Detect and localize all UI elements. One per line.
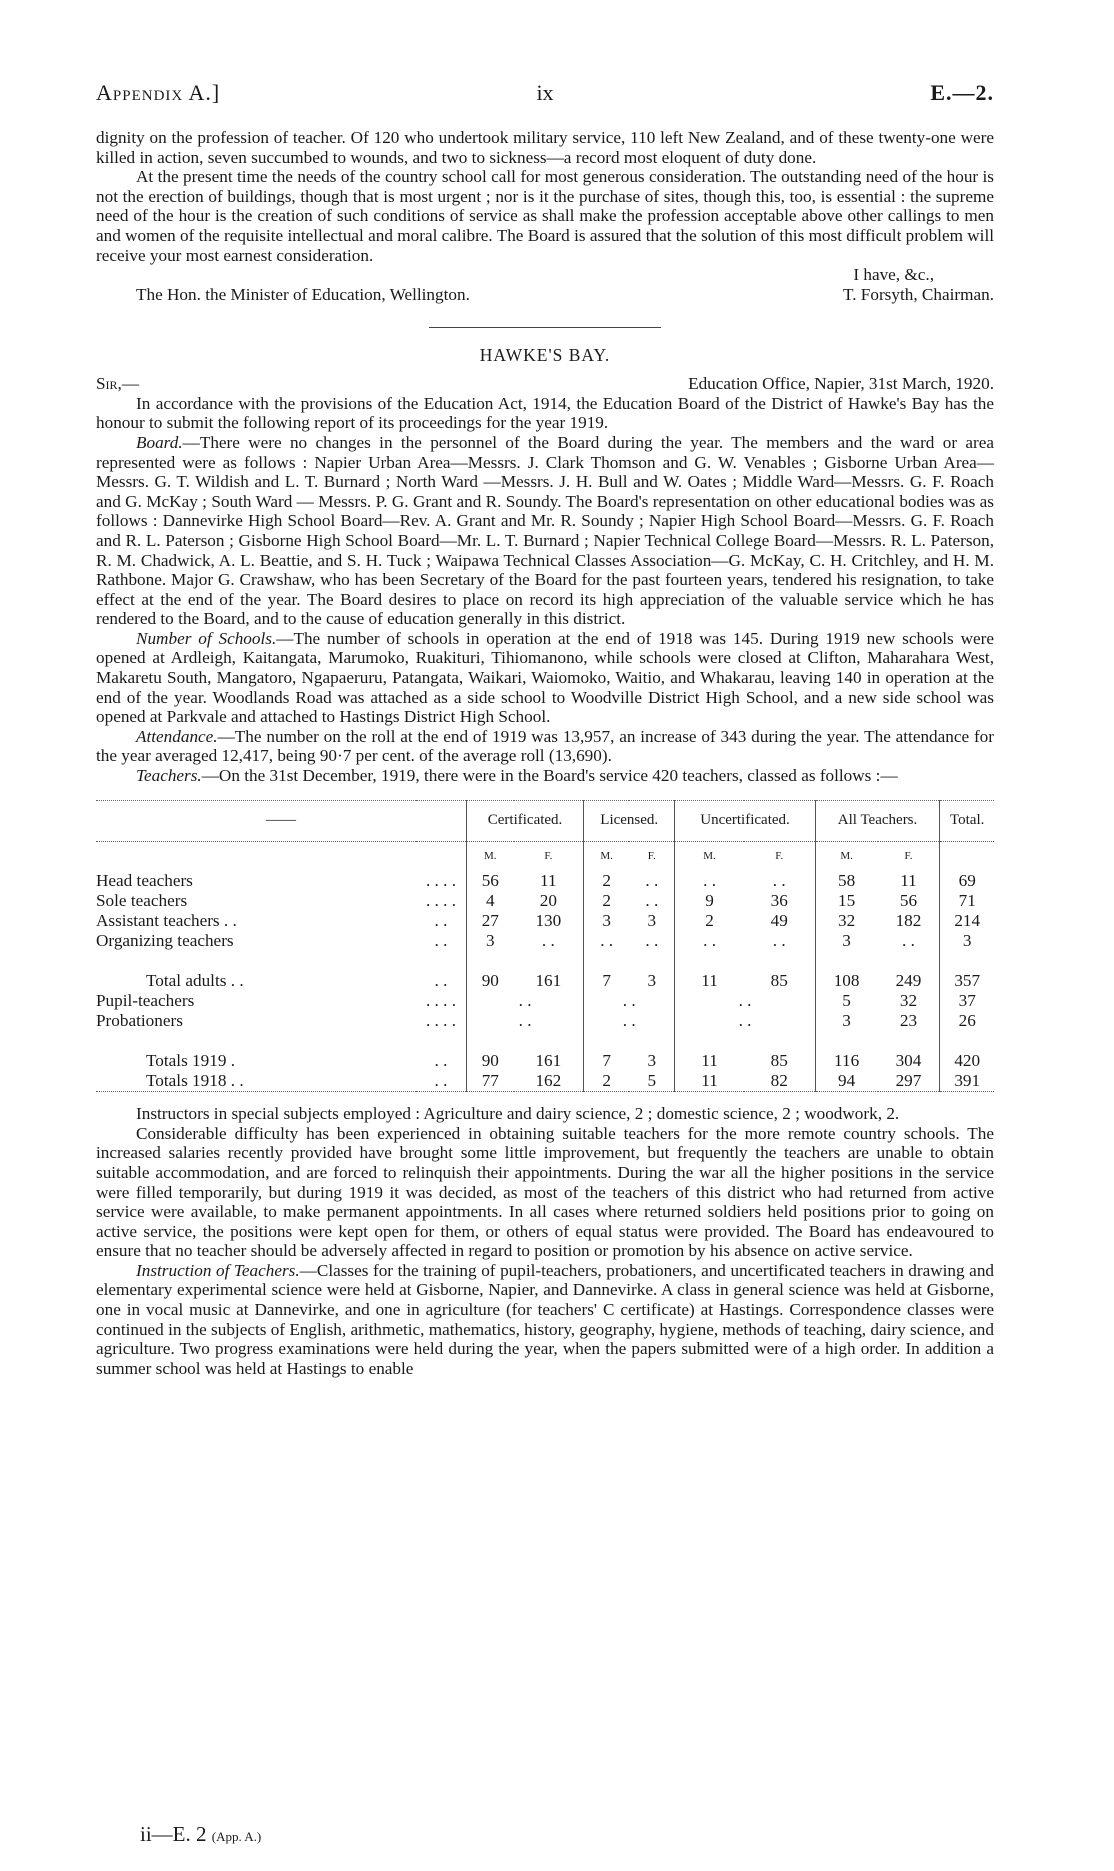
male-header: M.: [584, 841, 630, 871]
female-count: 130: [535, 911, 562, 931]
page-number: ix: [536, 80, 554, 105]
table-row: [96, 1051, 994, 1071]
report-paragraph: [96, 433, 994, 629]
male-count: 4: [467, 891, 514, 911]
female-count: 297: [878, 1071, 940, 1092]
report-paragraphs-continued: [96, 1104, 994, 1378]
teachers-table: [96, 800, 994, 1093]
document-body: [96, 128, 994, 1378]
male-count: . .: [675, 871, 744, 891]
male-count: 5: [815, 991, 877, 1011]
column-header: All Teachers.: [815, 800, 940, 841]
row-label: Organizing teachers: [96, 931, 234, 951]
male-count: 90: [467, 1051, 514, 1071]
spacer-cell: [940, 1031, 994, 1051]
male-count: . .: [675, 931, 744, 951]
male-count: 11: [675, 971, 744, 991]
male-count: 116: [815, 1051, 877, 1071]
male-count: 3: [467, 931, 514, 951]
female-header: F.: [647, 849, 656, 862]
female-header: F.: [544, 849, 553, 862]
report-paragraph: [96, 1104, 994, 1124]
male-count: 2: [675, 911, 744, 931]
table-row: [96, 871, 994, 891]
paragraph-text: In accordance with the provisions of the Education Act, 1914, the Education Board of the District of Hawke's Bay has the honour to submit the following report of its proceedings for the year 1919.: [96, 393, 994, 433]
table-row: [96, 911, 994, 931]
female-count: 161: [535, 971, 562, 991]
male-count: 15: [815, 891, 877, 911]
column-header: Certificated.: [467, 800, 584, 841]
male-count: 94: [815, 1071, 877, 1092]
report-paragraph: [96, 1261, 994, 1379]
report-paragraph: [96, 394, 994, 433]
male-count: 9: [675, 891, 744, 911]
table-row: [96, 1071, 994, 1092]
spacer-cell: [584, 951, 675, 971]
female-count: 49: [770, 911, 788, 931]
row-total: 357: [940, 971, 994, 991]
female-count: 20: [539, 891, 557, 911]
document-page: [96, 0, 994, 1871]
female-count: 5: [629, 1071, 675, 1092]
male-header: M.: [675, 841, 744, 871]
female-count: 56: [899, 891, 918, 911]
female-count: 304: [895, 1051, 922, 1071]
intro-paragraph: At the present time the needs of the country school call for most generous consideration. The outstanding need of the hour is not the erection of buildings, though that is most urgent ; nor is it the purchase of sites, though this, too, is essential : the supreme need of the hour is the creation of such conditions of service as shall make the profession acceptable above other callings to men and women of the requisite intellectual and moral calibre. The Board is assured that the solution of this most difficult problem will receive your most earnest consideration.: [96, 167, 994, 265]
paragraph-text: Considerable difficulty has been experienced in obtaining suitable teachers for the more remote country schools. The increased salaries recently provided have brought some little improvement, but frequently the teachers are unable to obtain suitable accommodation, and are forced to relinquish their appointments. During the war all the higher positions in the service were filled temporarily, but during 1919 it was decided, as most of the teachers of this district who had returned from active service were available, to make permanent appointments. In all cases where returned soldiers held positions prior to going on active service, the positions were kept open for them, or others of equal status were provided. The Board has endeavoured to ensure that no teacher should be adversely affected in regard to position or promotion by his absence on active service.: [96, 1123, 994, 1261]
male-count: 27: [467, 911, 514, 931]
page-header: [96, 80, 994, 110]
column-header: Total.: [940, 800, 994, 841]
dateline: Education Office, Napier, 31st March, 1920.: [688, 373, 994, 393]
column-header: Licensed.: [584, 800, 675, 841]
male-header: M.: [467, 841, 514, 871]
table-row: [96, 971, 994, 991]
row-total: 37: [940, 991, 994, 1011]
female-count: . .: [645, 931, 659, 951]
report-paragraph: [96, 1124, 994, 1261]
row-label: Assistant teachers . .: [96, 911, 237, 931]
addressee: The Hon. the Minister of Education, Wellington.: [136, 285, 470, 305]
male-count: 7: [584, 971, 630, 991]
male-count: 32: [815, 911, 877, 931]
spacer-cell: [940, 951, 994, 971]
female-count: 3: [647, 911, 657, 931]
row-label: Pupil-teachers: [96, 991, 195, 1011]
page-footer: [140, 1822, 261, 1847]
female-count: 3: [647, 971, 657, 991]
closing: I have, &c.,: [853, 265, 934, 285]
report-paragraph: [96, 629, 994, 727]
sex-header-row: [96, 841, 994, 871]
certificated-count: . .: [467, 1011, 584, 1031]
male-count: 2: [584, 891, 630, 911]
leader-dots: . .: [434, 931, 448, 951]
spacer-cell: [675, 951, 815, 971]
female-count: 32: [899, 991, 918, 1011]
leader-dots: . .: [416, 1071, 467, 1092]
spacer-cell: [96, 951, 467, 971]
paragraph-heading: Teachers.: [136, 766, 202, 786]
female-count: . .: [645, 891, 659, 911]
male-count: 11: [675, 1071, 744, 1092]
male-count: 56: [467, 871, 514, 891]
header-appendix: Appendix A.]: [96, 80, 221, 105]
male-count: 2: [584, 871, 630, 891]
spacer-cell: [96, 1031, 467, 1051]
header-reference: E.—2.: [930, 80, 994, 105]
row-total: 214: [940, 911, 994, 931]
paragraph-text: —The number on the roll at the end of 1919 was 13,957, an increase of 343 during the year. The attendance for the year averaged 12,417, being 90·7 per cent. of the average roll (13,690).: [96, 726, 994, 766]
row-total: 26: [940, 1011, 994, 1031]
male-header: M.: [815, 841, 877, 871]
row-total: 3: [940, 931, 994, 951]
paragraph-heading: Attendance.: [136, 726, 218, 746]
male-count: 90: [467, 971, 514, 991]
row-total: 69: [940, 871, 994, 891]
row-label: Sole teachers: [96, 891, 188, 911]
certificated-count: . .: [467, 991, 584, 1011]
row-total: 420: [940, 1051, 994, 1071]
paragraph-heading: Number of Schools.: [136, 628, 277, 648]
column-header: ——: [96, 800, 467, 841]
female-count: . .: [645, 871, 659, 891]
salutation-line: [96, 374, 994, 394]
leader-dots: . .: [434, 971, 448, 991]
leader-dots: . .: [434, 1051, 448, 1071]
row-total: 71: [940, 891, 994, 911]
spacer-cell: [467, 1031, 584, 1051]
report-paragraph: [96, 727, 994, 766]
male-count: 3: [815, 1011, 877, 1031]
signer: T. Forsyth, Chairman.: [842, 285, 994, 305]
uncertificated-count: . .: [675, 1011, 815, 1031]
row-total: 391: [940, 1071, 994, 1092]
female-count: 182: [895, 911, 922, 931]
spacer-cell: [467, 951, 584, 971]
table-row: [96, 1011, 994, 1031]
female-count: 249: [895, 971, 922, 991]
leader-dots: . .: [434, 911, 448, 931]
paragraph-text: —On the 31st December, 1919, there were in the Board's service 420 teachers, classed as follows :—: [201, 766, 898, 786]
spacer-cell: [940, 841, 994, 871]
paragraph-text: —Classes for the training of pupil-teachers, probationers, and uncertificated teachers in drawing and elementary experimental science were held at Gisborne, Napier, and Dannevirke. A class in general science was held at Gisborne, one in vocal music at Dannevirke, and one in agriculture (for teachers' C certificate) at Hastings. Correspondence classes were continued in the subjects of English, arithmetic, mathematics, history, geography, hygiene, methods of teaching, dairy science, and agriculture. Two progress examinations were held during the year, when the papers submitted were of a high order. In addition a summer school was held at Hastings to enable: [96, 1260, 995, 1378]
row-label: Probationers: [96, 1011, 183, 1031]
table-row: [96, 931, 994, 951]
leader-dots: . . . .: [425, 871, 457, 891]
female-header: F.: [904, 849, 913, 862]
spacer-cell: [815, 951, 940, 971]
row-label: Total adults . .: [146, 971, 244, 991]
male-count: . .: [584, 931, 630, 951]
female-count: . .: [772, 931, 786, 951]
female-count: 3: [647, 1051, 657, 1071]
female-count: . .: [541, 931, 555, 951]
salutation: Sir,—: [96, 373, 140, 393]
licensed-count: . .: [584, 1011, 675, 1031]
male-count: 7: [584, 1051, 630, 1071]
row-label: Head teachers: [96, 871, 193, 891]
female-count: 11: [900, 871, 917, 891]
section-title: HAWKE'S BAY.: [479, 345, 611, 366]
licensed-count: . .: [584, 991, 675, 1011]
report-paragraphs: [96, 394, 994, 786]
leader-dots: . . . .: [425, 991, 457, 1011]
female-count: 11: [540, 871, 557, 891]
female-count: 36: [770, 891, 788, 911]
table-row: [96, 891, 994, 911]
table-row: [96, 991, 994, 1011]
row-label: Totals 1918 . .: [96, 1071, 416, 1092]
paragraph-text: Instructors in special subjects employed : Agriculture and dairy science, 2 ; domestic science, 2 ; woodwork, 2.: [136, 1104, 900, 1124]
male-count: 3: [584, 911, 630, 931]
male-count: 11: [675, 1051, 744, 1071]
spacer-cell: [96, 841, 467, 871]
spacer-cell: [675, 1031, 815, 1051]
female-count: 161: [535, 1051, 562, 1071]
footer-appendix: (App. A.): [211, 1829, 262, 1844]
female-count: 162: [514, 1071, 584, 1092]
spacer-row: [96, 1031, 994, 1051]
report-paragraph: [96, 766, 994, 786]
female-count: 23: [899, 1011, 918, 1031]
male-count: 77: [467, 1071, 514, 1092]
paragraph-heading: Instruction of Teachers.: [136, 1260, 300, 1280]
table-header-row: [96, 800, 994, 841]
female-count: . .: [772, 871, 786, 891]
intro-paragraph: dignity on the profession of teacher. Of 120 who undertook military service, 110 left New Zealand, and of these twenty-one were killed in action, seven succumbed to wounds, and two to sickness—a record most eloquent of duty done.: [96, 128, 994, 167]
paragraph-heading: Board.: [136, 432, 183, 452]
spacer-cell: [584, 1031, 675, 1051]
paragraph-text: —There were no changes in the personnel of the Board during the year. The members and the ward or area represented were as follows : Napier Urban Area—Messrs. J. Clark Thomson and G. W. Venables ; Gisborne Urban Area—Messrs. G. T. Wildish and L. T. Burnard ; North Ward —Messrs. J. H. Bull and W. Oates ; Middle Ward—Messrs. G. F. Roach and G. McKay ; South Ward — Messrs. P. G. Grant and R. Soundy. The Board's representation on other educational bodies was as follows : Dannevirke High School Board—Rev. A. Grant and Mr. R. Soundy ; Napier High School Board—Messrs. G. F. Roach and R. L. Paterson ; Gisborne High School Board—Mr. L. T. Burnard ; Napier Technical College Board—Messrs. R. L. Paterson, R. M. Chadwick, A. L. Beattie, and S. H. Tuck ; Waipawa Technical Classes Association—G. McKay, C. H. Critchley, and H. M. Rathbone. Major G. Crawshaw, who has been Secretary of the Board for the past fourteen years, tendered his resignation, to take effect at the end of the year. The Board desires to place on record its high appreciation of the valuable service which he has rendered to the Board, and to the cause of education generally in this district.: [96, 432, 994, 629]
footer-reference: ii—E. 2: [140, 1822, 207, 1846]
female-count: 85: [770, 1051, 788, 1071]
signature-block: [96, 265, 994, 307]
male-count: 3: [815, 931, 877, 951]
leader-dots: . . . .: [425, 1011, 457, 1031]
female-count: 85: [770, 971, 788, 991]
column-header: Uncertificated.: [675, 800, 815, 841]
female-header: F.: [775, 849, 784, 862]
female-count: 82: [744, 1071, 815, 1092]
uncertificated-count: . .: [675, 991, 815, 1011]
male-count: 2: [584, 1071, 630, 1092]
male-count: 58: [815, 871, 877, 891]
male-count: 108: [815, 971, 877, 991]
spacer-cell: [815, 1031, 940, 1051]
paragraph-text: —The number of schools in operation at the end of 1918 was 145. During 1919 new schools were opened at Ardleigh, Kaitangata, Marumoko, Ruakituri, Tihiomanono, while schools were closed at Clifton, Maharahara West, Makaretu South, Mangatoro, Ngapaeruru, Patangata, Waikari, Waiomoko, Waitio, and Whakarau, leaving 140 in operation at the end of the year. Woodlands Road was attached as a side school to Woodville District High School, and a new side school was opened at Parkvale and attached to Hastings District High School.: [96, 628, 994, 727]
female-count: . .: [902, 931, 915, 951]
section-divider: [429, 327, 661, 328]
leader-dots: . . . .: [425, 891, 457, 911]
row-label: Totals 1919 .: [146, 1051, 236, 1071]
spacer-row: [96, 951, 994, 971]
